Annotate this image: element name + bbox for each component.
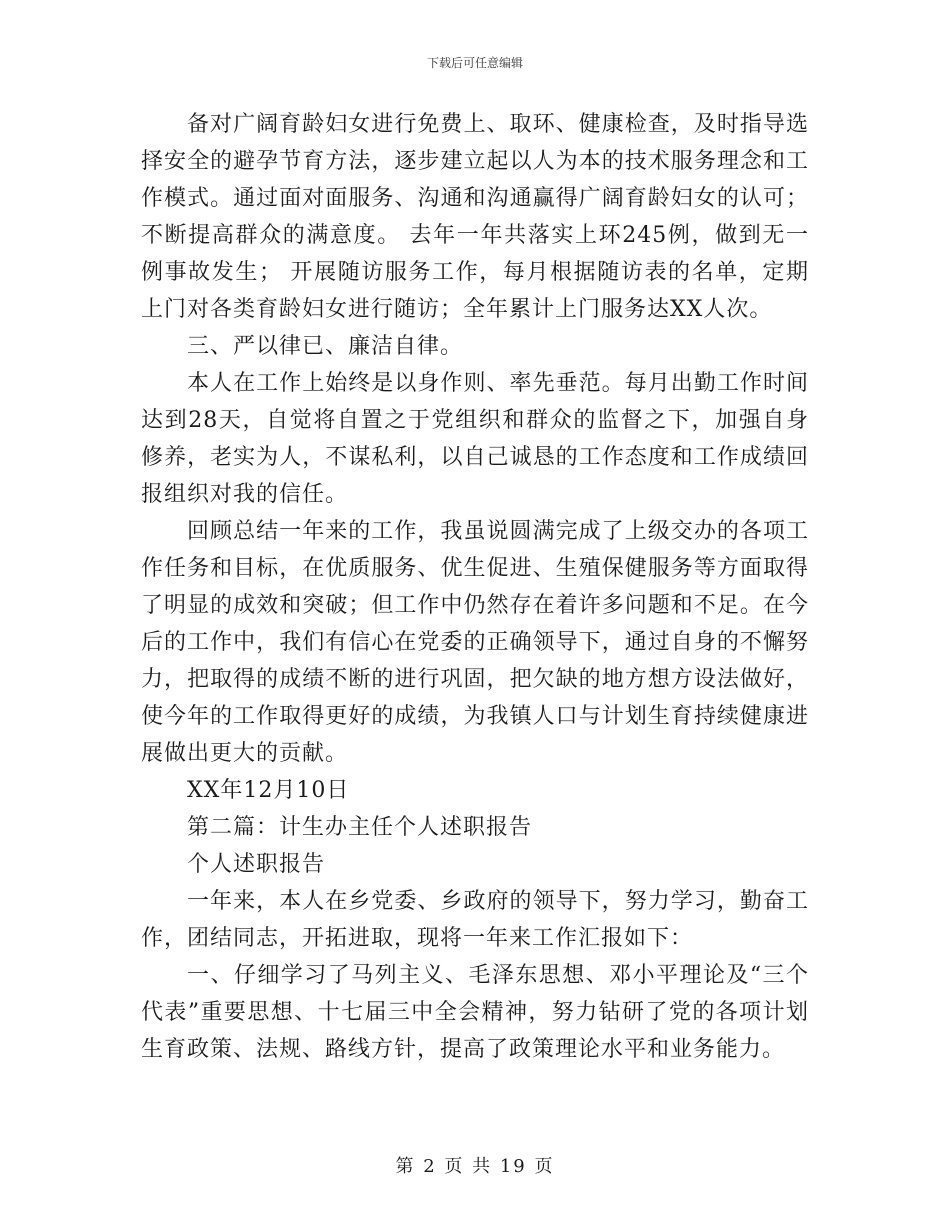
page-number-footer: 第 2 页 共 19 页 bbox=[395, 1156, 555, 1177]
paragraph-service-continuation: 备对广阔育龄妇女进行免费上、取环、健康检查，及时指导选择安全的避孕节育方法，逐步建立起以人为本的技术服务理念和工作模式。通过面对面服务、沟通和沟通赢得广阔育龄妇女的认可；不断提高群众的满意度。 去年一年共落实上环245例，做到无一例事故发生； 开展随访服务工作，每月根据随访表的名单，定期上门对各类育龄妇女进行随访；全年累计上门服务达XX人次。 bbox=[141, 112, 809, 322]
paragraph-study: 一、仔细学习了马列主义、毛泽东思想、邓小平理论及“三个代表”重要思想、十七届三中全会精神，努力钻研了党的各项计划生育政策、法规、路线方针，提高了政策理论水平和业务能力。 bbox=[141, 963, 809, 1062]
paragraph-summary: 回顾总结一年来的工作，我虽说圆满完成了上级交办的各项工作任务和目标，在优质服务、优生促进、生殖保健服务等方面取得了明显的成效和突破；但工作中仍然存在着许多问题和不足。在今后的工作中，我们有信心在党委的正确领导下，通过自身的不懈努力，把取得的成绩不断的进行巩固，把欠缺的地方想方设法做好，使今年的工作取得更好的成绩，为我镇人口与计划生育持续健康进展做出更大的贡献。 bbox=[141, 519, 809, 766]
section-heading-discipline: 三、严以律已、廉洁自律。 bbox=[187, 334, 464, 359]
document-body bbox=[141, 106, 809, 1068]
page-header: 下载后可任意编辑 bbox=[426, 56, 523, 70]
report-title: 个人述职报告 bbox=[187, 852, 326, 877]
paragraph-intro: 一年来，本人在乡党委、乡政府的领导下，努力学习，勤奋工作，团结同志，开拓进取，现将一年来工作汇报如下： bbox=[141, 889, 809, 951]
paragraph-discipline: 本人在工作上始终是以身作则、率先垂范。每月出勤工作时间达到28天，自觉将自置之于党组织和群众的监督之下，加强自身修养，老实为人，不谋私利，以自己诚恳的工作态度和工作成绩回报组织对我的信任。 bbox=[141, 371, 809, 507]
report-date: XX年12月10日 bbox=[187, 778, 350, 803]
chapter-title: 第二篇：计生办主任个人述职报告 bbox=[187, 815, 533, 840]
